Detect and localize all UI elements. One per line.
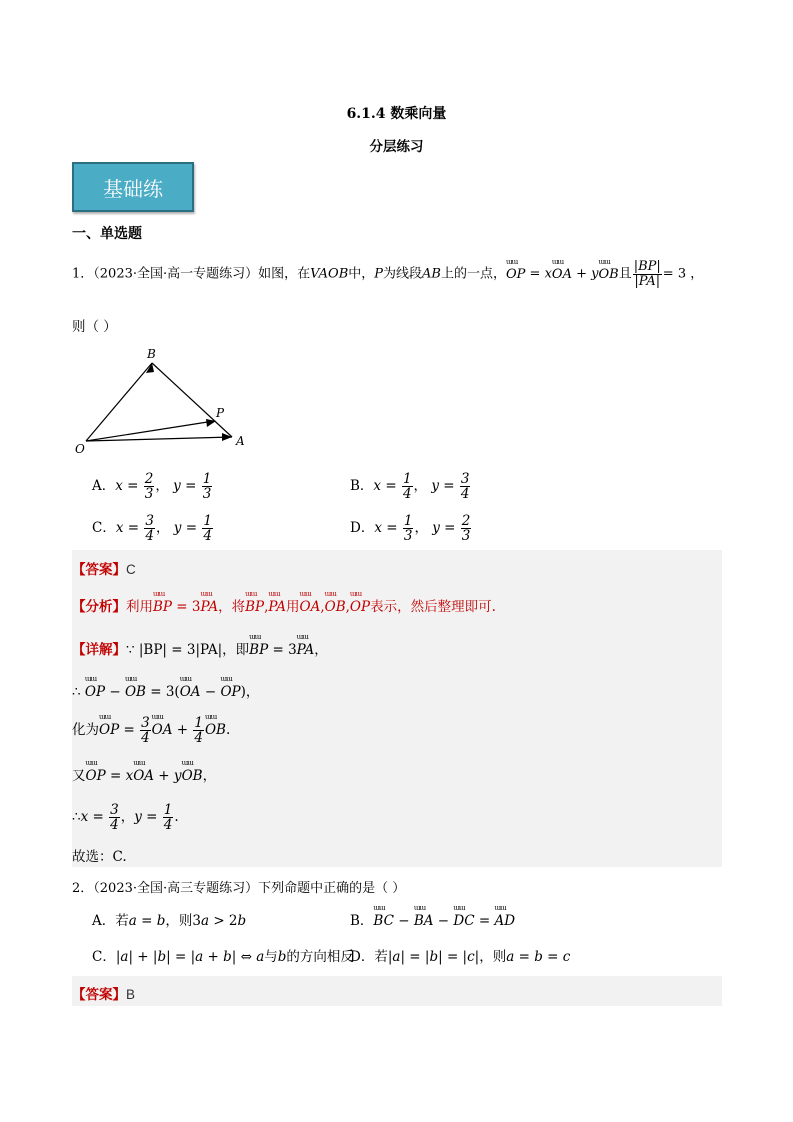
- q1-detail-3: 化为ɯɯ OP = $\frac{3}{4}$ ɯɯ OA + $\frac{1}{4}$ ɯɯ OB.: [72, 716, 230, 745]
- q1-detail-4: 又ɯɯ OP = xɯɯ OA + yɯɯ OB，: [72, 764, 216, 784]
- q1-then: 则（ ）: [72, 319, 117, 335]
- edge-ba: [152, 363, 232, 437]
- q1-option-a[interactable]: A．x = $\frac{2}{3}$ ， y = $\frac{1}{3}$: [92, 471, 212, 503]
- q1-option-c[interactable]: C．x = $\frac{3}{4}$ ， y = $\frac{1}{4}$: [92, 513, 212, 545]
- q2-answer: 【答案】B: [72, 987, 136, 1003]
- q1-option-d[interactable]: D．x = $\frac{1}{3}$ ， y = $\frac{2}{3}$: [350, 513, 471, 545]
- q1-stem: 1．（2023·全国·高一专题练习）如图，在VAOB中，P为线段AB上的一点，ɯɯ OP = xɯɯ OA + yɯɯ OB且 $\frac{|BP|}{|PA|}$ = 3 ，: [72, 260, 703, 288]
- label-o: O: [75, 442, 85, 456]
- q2-option-c[interactable]: C．|a| + |b| = |a + b| ⇔ a与b的方向相反: [92, 949, 354, 965]
- q1-analysis: 【分析】利用ɯɯ BP = 3ɯɯ PA，将ɯɯ BP,ɯɯ PA用ɯɯ OA,ɯɯ OB,ɯɯ OP表示，然后整理即可.: [72, 595, 496, 615]
- label-p: P: [216, 406, 225, 420]
- q2-option-d[interactable]: D．若|a| = |b| = |c|，则a = b = c: [350, 949, 571, 965]
- q1-answer: 【答案】C: [72, 562, 136, 578]
- label-a: A: [236, 434, 245, 448]
- q1-option-b[interactable]: B．x = $\frac{1}{4}$ ， y = $\frac{3}{4}$: [350, 471, 470, 503]
- q1-detail-5: ∴x = $\frac{3}{4}$ ，y = $\frac{1}{4}$ .: [72, 802, 179, 834]
- label-b: B: [147, 347, 156, 361]
- q2-option-b[interactable]: B．ɯɯ BC − ɯɯ BA − ɯɯ DC = ɯɯ AD: [350, 909, 515, 929]
- level-badge: 基础练: [72, 162, 194, 212]
- arrow-a-icon: [222, 433, 232, 441]
- q2-option-a[interactable]: A．若a = b，则3a > 2b: [92, 913, 247, 929]
- section-heading: 一、单选题: [72, 226, 142, 242]
- q1-detail-1: 【详解】∵ |BP| = 3|PA|，即ɯɯ BP = 3ɯɯ PA，: [72, 638, 328, 658]
- q1-final: 故选：C.: [72, 849, 127, 865]
- triangle-figure: [70, 345, 260, 460]
- page-title: 6.1.4 数乘向量: [346, 106, 447, 122]
- q1-detail-2: ∴ ɯɯ OP − ɯɯ OB = 3(ɯɯ OA − ɯɯ OP)，: [72, 680, 259, 700]
- q2-stem: 2．（2023·全国·高三专题练习）下列命题中正确的是（ ）: [72, 881, 406, 896]
- page-subtitle: 分层练习: [369, 139, 424, 155]
- edge-ob: [86, 363, 152, 441]
- q2-solution-panel: [72, 976, 722, 1006]
